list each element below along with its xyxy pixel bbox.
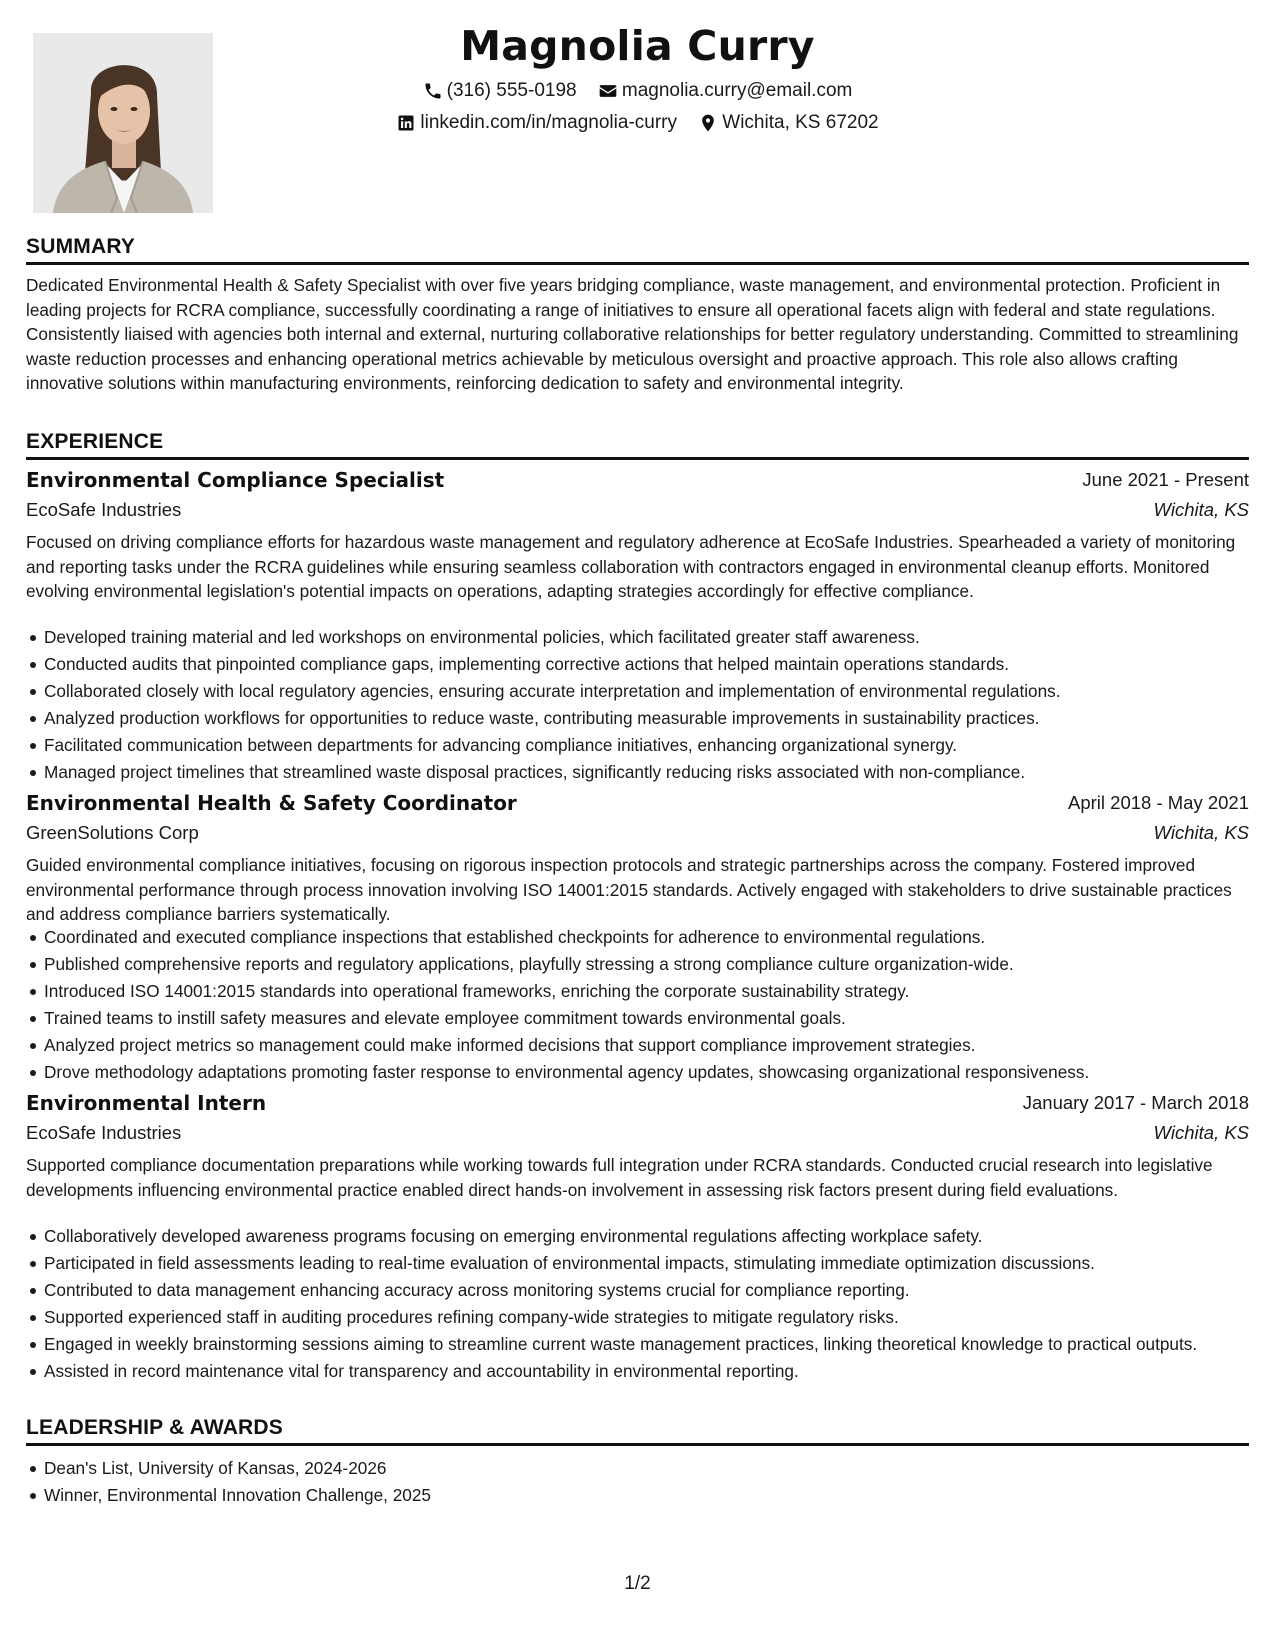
job-title: Environmental Health & Safety Coordinator bbox=[26, 791, 517, 815]
bullet-item: Trained teams to instill safety measures and elevate employee commitment towards environmental goals. bbox=[44, 1006, 1269, 1031]
job-location: Wichita, KS bbox=[1153, 1122, 1249, 1143]
job-title: Environmental Intern bbox=[26, 1091, 267, 1115]
bullet-item: Conducted audits that pinpointed compliance gaps, implementing corrective actions that helped maintain operations standards. bbox=[44, 652, 1269, 677]
bullet-item: Assisted in record maintenance vital for transparency and accountability in environmental reporting. bbox=[44, 1359, 1269, 1384]
page-number: 1/2 bbox=[624, 1573, 651, 1594]
bullet-item: Collaborated closely with local regulatory agencies, ensuring accurate interpretation and implementation of environmental regulations. bbox=[44, 679, 1269, 704]
email-text: magnolia.curry@email.com bbox=[621, 80, 853, 101]
bullet-item: Developed training material and led workshops on environmental policies, which facilitated greater staff awareness. bbox=[44, 625, 1269, 650]
job-company: EcoSafe Industries bbox=[26, 499, 182, 520]
job-dates: June 2021 - Present bbox=[1082, 469, 1249, 490]
job-company: GreenSolutions Corp bbox=[26, 822, 199, 843]
contact-linkedin[interactable] bbox=[396, 112, 677, 134]
summary-text: Dedicated Environmental Health & Safety Specialist with over five years bridging compliance, waste management, and environmental protection. Proficient in leading projects for RCRA compliance, successfully coordinating a range of initiatives to ensure all operational facets align with federal and state regulations. Consistently liaised with agencies both internal and external, nurturing collaborative relationships for better regulatory understanding. Committed to streamlining waste reduction processes and enhancing operational metrics achievable by meticulous oversight and proactive approach. This role also allows crafting innovative solutions within manufacturing environments, reinforcing dedication to safety and environmental integrity. bbox=[26, 275, 1239, 394]
map-pin-icon bbox=[698, 113, 718, 133]
job-dates: January 2017 - March 2018 bbox=[1022, 1092, 1249, 1113]
section-title-experience: EXPERIENCE bbox=[26, 430, 1249, 460]
job-location: Wichita, KS bbox=[1153, 822, 1249, 843]
envelope-icon bbox=[598, 81, 618, 101]
location-text: Wichita, KS 67202 bbox=[722, 112, 879, 133]
award-item: Dean's List, University of Kansas, 2024-2026 bbox=[44, 1456, 1269, 1481]
bullet-item: Managed project timelines that streamlined waste disposal practices, significantly reducing risks associated with non-compliance. bbox=[44, 760, 1269, 785]
bullet-item: Coordinated and executed compliance inspections that established checkpoints for adherence to environmental regulations. bbox=[44, 925, 1269, 950]
job-bullets bbox=[26, 925, 1269, 1087]
bullet-item: Published comprehensive reports and regulatory applications, playfully stressing a strong compliance culture organization-wide. bbox=[44, 952, 1269, 977]
bullet-item: Participated in field assessments leading to real-time evaluation of environmental impacts, stimulating immediate optimization discussions. bbox=[44, 1251, 1269, 1276]
contact-line-1 bbox=[0, 80, 1275, 107]
job-description: Guided environmental compliance initiatives, focusing on rigorous inspection protocols and strategic partnerships across the company. Fostered improved environmental performance through process innovation involving ISO 14001:2015 standards. Actively engaged with stakeholders to drive sustainable practices and address compliance barriers systematically. bbox=[26, 855, 1232, 925]
award-item: Winner, Environmental Innovation Challenge, 2025 bbox=[44, 1483, 1269, 1508]
linkedin-text: linkedin.com/in/magnolia-curry bbox=[420, 112, 677, 133]
bullet-item: Collaboratively developed awareness programs focusing on emerging environmental regulations affecting workplace safety. bbox=[44, 1224, 1269, 1249]
job-description: Supported compliance documentation preparations while working towards full integration under RCRA standards. Conducted crucial research into legislative developments influencing environmental practice enabled direct hands-on involvement in assessing risk factors present during field evaluations. bbox=[26, 1155, 1213, 1200]
phone-text: (316) 555-0198 bbox=[446, 80, 577, 101]
section-title-summary: SUMMARY bbox=[26, 235, 1249, 265]
bullet-item: Facilitated communication between departments for advancing compliance initiatives, enhancing organizational synergy. bbox=[44, 733, 1269, 758]
candidate-name: Magnolia Curry bbox=[460, 22, 815, 70]
phone-icon bbox=[423, 81, 443, 101]
bullet-item: Introduced ISO 14001:2015 standards into operational frameworks, enriching the corporate sustainability strategy. bbox=[44, 979, 1269, 1004]
job-dates: April 2018 - May 2021 bbox=[1068, 792, 1249, 813]
linkedin-icon bbox=[396, 113, 416, 133]
job-title: Environmental Compliance Specialist bbox=[26, 468, 445, 492]
job-bullets bbox=[26, 625, 1269, 787]
bullet-item: Drove methodology adaptations promoting faster response to environmental agency updates, showcasing organizational responsiveness. bbox=[44, 1060, 1269, 1085]
bullet-item: Contributed to data management enhancing accuracy across monitoring systems crucial for compliance reporting. bbox=[44, 1278, 1269, 1303]
bullet-item: Analyzed project metrics so management could make informed decisions that support compliance improvement strategies. bbox=[44, 1033, 1269, 1058]
job-description: Focused on driving compliance efforts for hazardous waste management and regulatory adherence at EcoSafe Industries. Spearheaded a variety of monitoring and reporting tasks under the RCRA guidelines while ensuring seamless collaboration with contractors engaged in environmental cleanup efforts. Monitored evolving environmental legislation's potential impacts on operations, adapting strategies accordingly for effective compliance. bbox=[26, 532, 1236, 602]
bullet-item: Analyzed production workflows for opportunities to reduce waste, contributing measurable improvements in sustainability practices. bbox=[44, 706, 1269, 731]
section-title-leadership: LEADERSHIP & AWARDS bbox=[26, 1416, 1249, 1446]
job-location: Wichita, KS bbox=[1153, 499, 1249, 520]
job-company: EcoSafe Industries bbox=[26, 1122, 182, 1143]
job-bullets bbox=[26, 1224, 1269, 1386]
contact-location bbox=[698, 112, 878, 134]
bullet-item: Supported experienced staff in auditing procedures refining company-wide strategies to mitigate regulatory risks. bbox=[44, 1305, 1269, 1330]
bullet-item: Engaged in weekly brainstorming sessions aiming to streamline current waste management practices, linking theoretical knowledge to practical outputs. bbox=[44, 1332, 1269, 1357]
leadership-list bbox=[26, 1456, 1269, 1510]
contact-phone[interactable] bbox=[423, 80, 577, 102]
contact-email[interactable] bbox=[598, 80, 852, 102]
contact-line-2 bbox=[0, 112, 1275, 139]
